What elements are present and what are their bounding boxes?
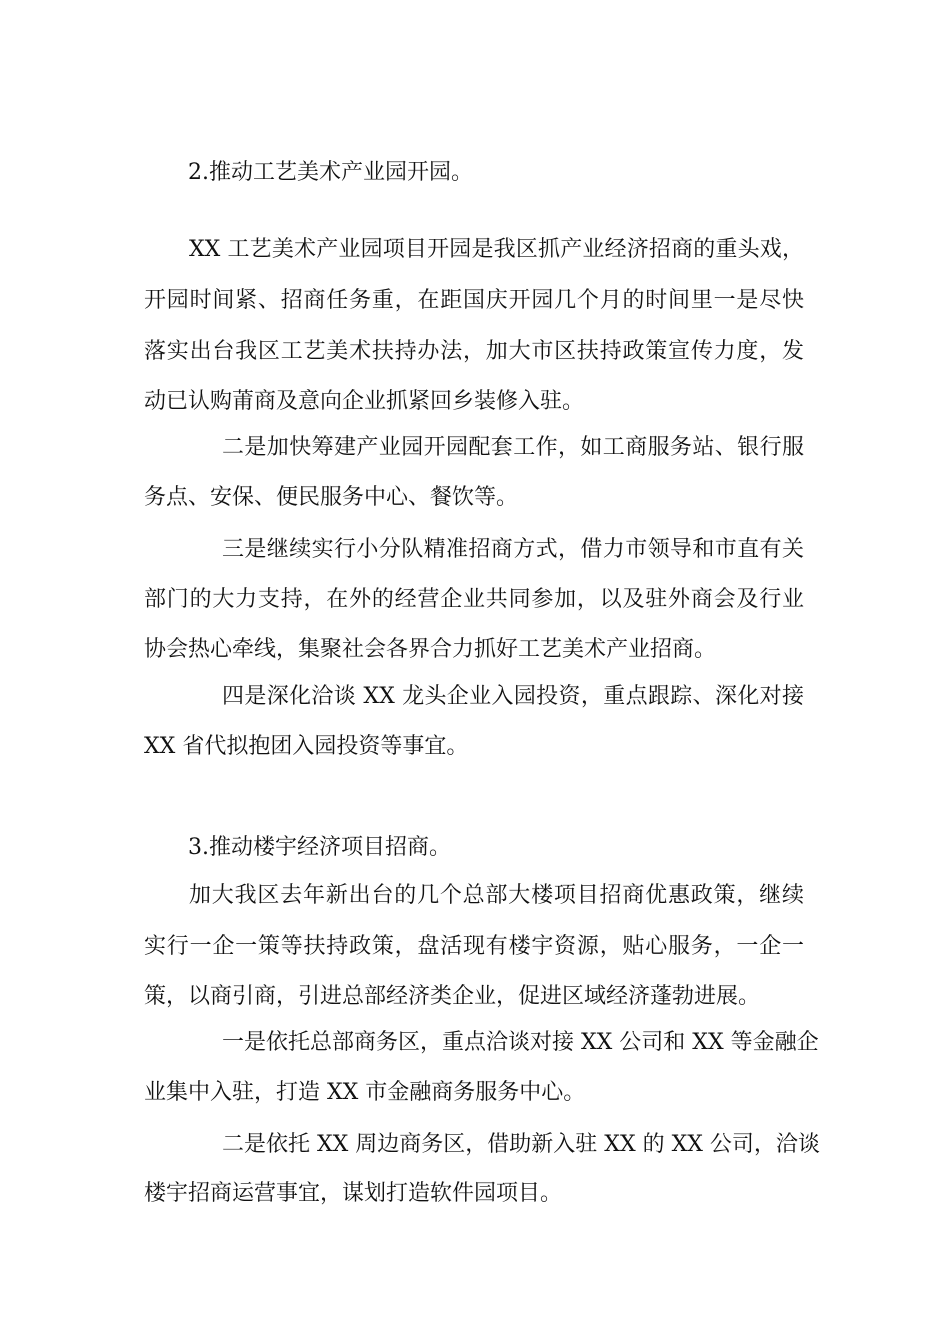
paragraph-line: 策，以商引商，引进总部经济类企业，促进区域经济蓬勃进展。 xyxy=(144,984,761,1009)
paragraph-line: 二是加快筹建产业园开园配套工作，如工商服务站、银行服 xyxy=(222,435,804,460)
paragraph-line: 业集中入驻，打造 XX 市金融商务服务中心。 xyxy=(144,1080,586,1105)
paragraph-line: 部门的大力支持，在外的经营企业共同参加，以及驻外商会及行业 xyxy=(144,587,804,612)
section-heading: 2.推动工艺美术产业园开园。 xyxy=(188,160,473,185)
paragraph-line: 开园时间紧、招商任务重，在距国庆开园几个月的时间里一是尽快 xyxy=(144,288,804,313)
paragraph-line: 加大我区去年新出台的几个总部大楼项目招商优惠政策，继续 xyxy=(189,883,804,908)
paragraph-line: 实行一企一策等扶持政策，盘活现有楼宇资源，贴心服务，一企一 xyxy=(144,934,804,959)
paragraph-line: 落实出台我区工艺美术扶持办法，加大市区扶持政策宣传力度，发 xyxy=(144,339,804,364)
paragraph-line: 二是依托 XX 周边商务区，借助新入驻 XX 的 XX 公司，洽谈 xyxy=(222,1132,820,1157)
paragraph-line: XX 工艺美术产业园项目开园是我区抓产业经济招商的重头戏， xyxy=(189,237,804,262)
paragraph-line: 四是深化洽谈 XX 龙头企业入园投资，重点跟踪、深化对接 xyxy=(222,684,804,709)
paragraph-line: 务点、安保、便民服务中心、餐饮等。 xyxy=(144,485,519,510)
paragraph-line: 动已认购莆商及意向企业抓紧回乡装修入驻。 xyxy=(144,389,585,414)
paragraph-line: 协会热心牵线，集聚社会各界合力抓好工艺美术产业招商。 xyxy=(144,637,717,662)
paragraph-line: 一是依托总部商务区，重点洽谈对接 XX 公司和 XX 等金融企 xyxy=(222,1030,819,1055)
section-heading: 3.推动楼宇经济项目招商。 xyxy=(188,835,451,860)
paragraph-line: 三是继续实行小分队精准招商方式，借力市领导和市直有关 xyxy=(222,537,804,562)
paragraph-line: XX 省代拟抱团入园投资等事宜。 xyxy=(144,734,469,759)
paragraph-line: 楼宇招商运营事宜，谋划打造软件园项目。 xyxy=(144,1181,563,1206)
